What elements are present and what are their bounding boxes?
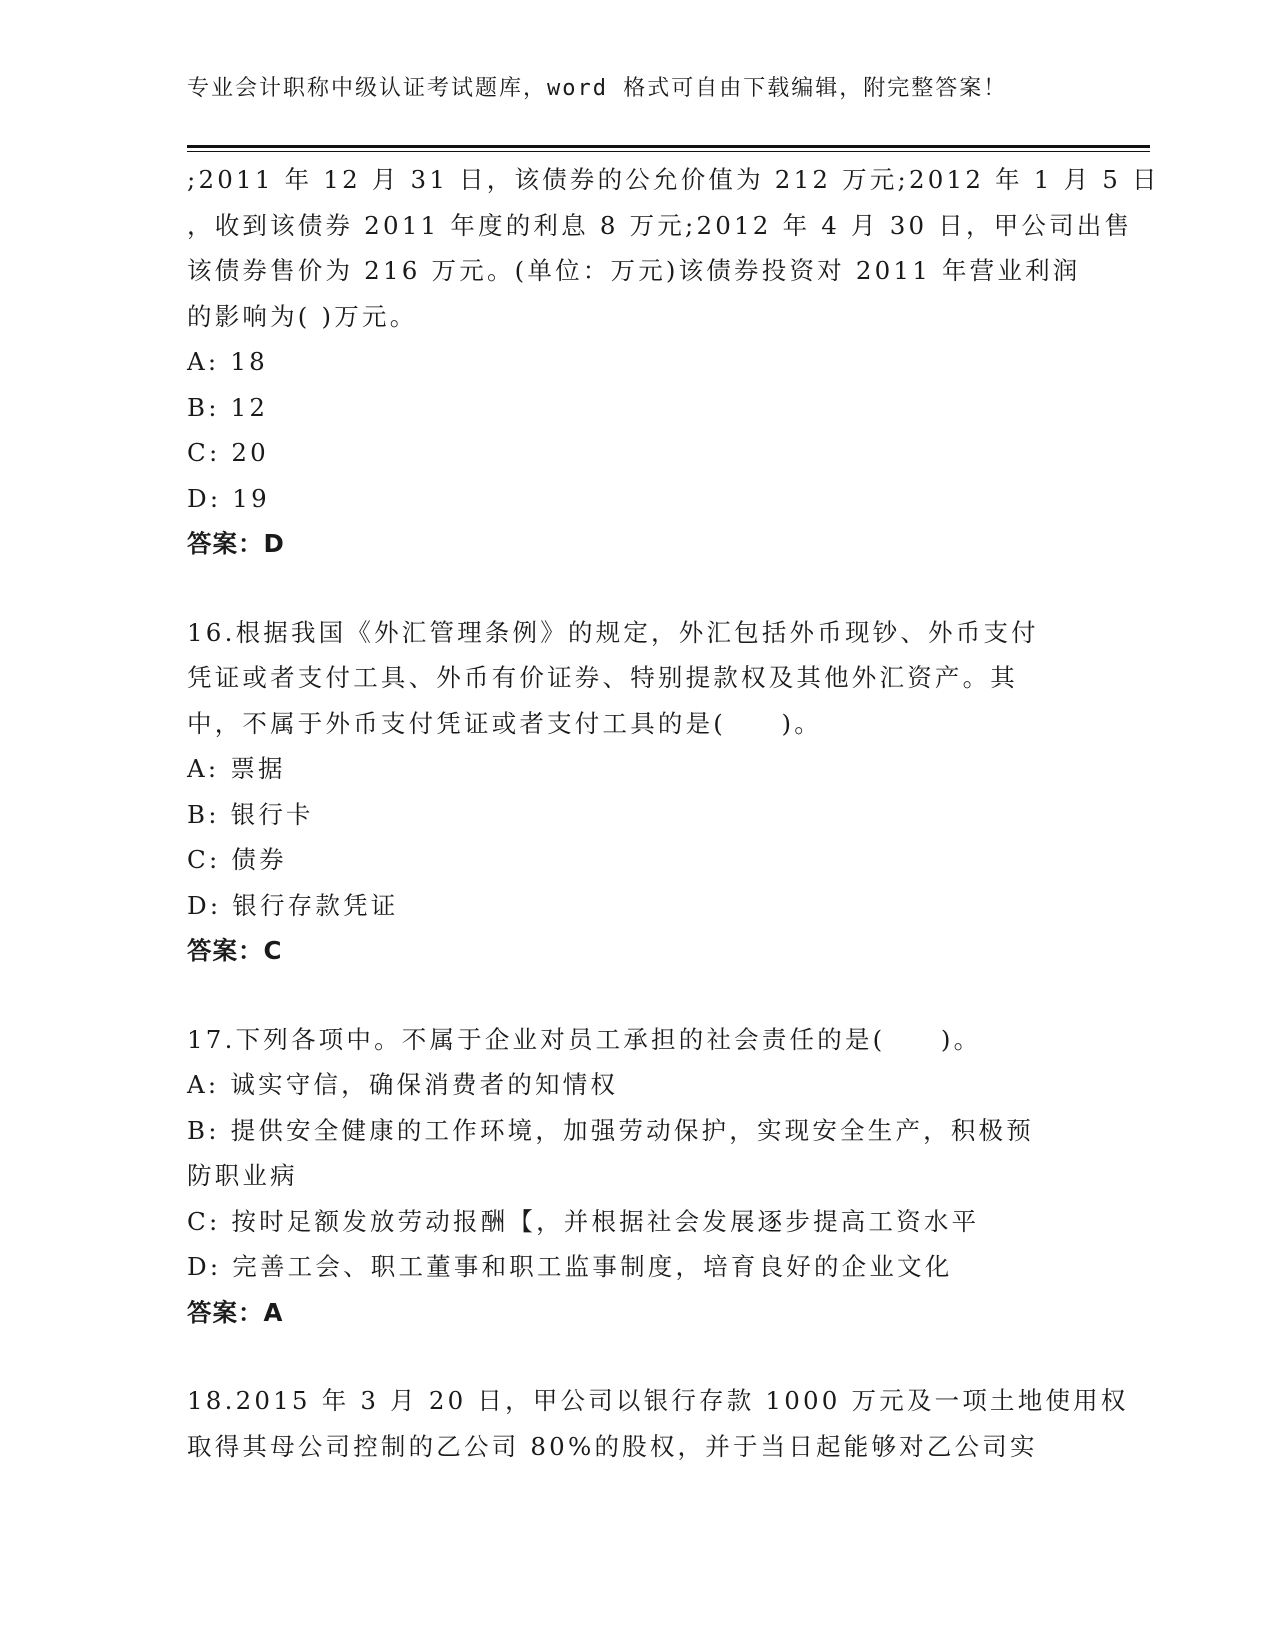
question-line: 凭证或者支付工具、外币有价证券、特别提款权及其他外汇资产。其 [187, 663, 1018, 692]
answer: 答案：D [187, 529, 285, 558]
question-line: ;2011 年 12 月 31 日，该债券的公允价值为 212 万元;2012 年 1 月 5 日 [187, 165, 1160, 194]
question-line: 中，不属于外币支付凭证或者支付工具的是( )。 [187, 708, 822, 738]
question-17 [187, 1017, 1087, 1336]
question-line: 17.下列各项中。不属于企业对员工承担的社会责任的是( )。 [187, 1024, 982, 1054]
question-15-continuation [187, 157, 1160, 567]
answer: 答案：C [187, 936, 283, 965]
option-b: B: 银行卡 [187, 799, 314, 829]
option-d: D: 银行存款凭证 [187, 890, 399, 920]
spacer [187, 567, 1087, 610]
spacer [187, 1335, 1087, 1378]
question-line: 的影响为( )万元。 [187, 301, 418, 331]
option-c: C: 按时足额发放劳动报酬【，并根据社会发展逐步提高工资水平 [187, 1206, 980, 1236]
answer: 答案：A [187, 1297, 284, 1327]
option-a: A: 诚实守信，确保消费者的知情权 [187, 1070, 619, 1099]
question-line: 该债券售价为 216 万元。(单位：万元)该债券投资对 2011 年营业利润 [187, 256, 1081, 285]
option-b-continued: 防职业病 [187, 1161, 298, 1190]
question-18 [187, 1378, 1129, 1469]
header-rule-thick [187, 145, 1150, 148]
option-d: D: 19 [187, 483, 270, 513]
header-rule-thin [187, 151, 1150, 152]
page-header: 专业会计职称中级认证考试题库，word 格式可自由下载编辑，附完整答案！ [187, 76, 1008, 101]
option-a: A: 18 [187, 347, 268, 376]
option-b: B: 提供安全健康的工作环境，加强劳动保护，实现安全生产，积极预 [187, 1115, 1034, 1145]
question-16 [187, 610, 1087, 974]
document-body [187, 157, 1160, 1469]
question-line: 18.2015 年 3 月 20 日，甲公司以银行存款 1000 万元及一项土地使用权 [187, 1386, 1129, 1415]
option-a: A: 票据 [187, 754, 286, 783]
option-d: D: 完善工会、职工董事和职工监事制度，培育良好的企业文化 [187, 1252, 953, 1281]
option-c: C: 20 [187, 438, 269, 467]
question-line: 取得其母公司控制的乙公司 80%的股权，并于当日起能够对乙公司实 [187, 1431, 1038, 1461]
option-c: C: 债券 [187, 845, 287, 874]
spacer [187, 974, 1087, 1017]
question-line: 16.根据我国《外汇管理条例》的规定，外汇包括外币现钞、外币支付 [187, 617, 1039, 647]
option-b: B: 12 [187, 392, 269, 422]
question-line: ，收到该债券 2011 年度的利息 8 万元;2012 年 4 月 30 日，甲公司出售 [187, 210, 1133, 240]
